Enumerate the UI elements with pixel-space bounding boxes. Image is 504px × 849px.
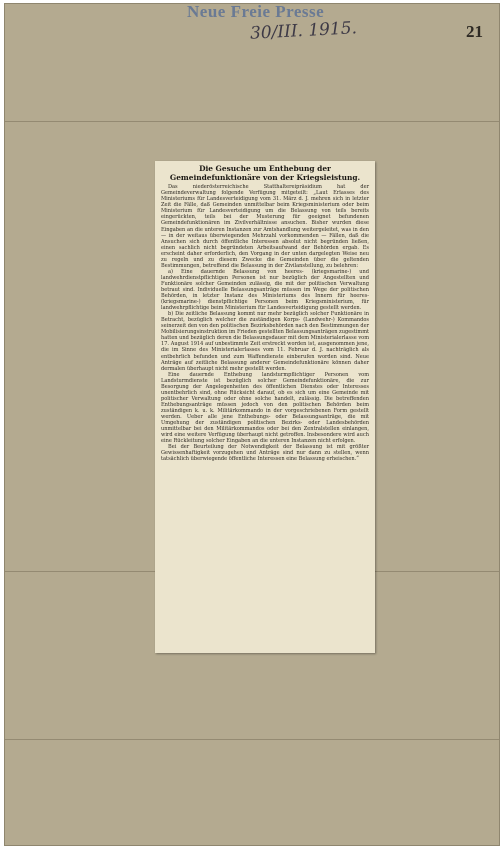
archive-sheet <box>4 3 500 846</box>
fold-line <box>5 121 499 122</box>
article-paragraph: b) Die zeitliche Belassung kommt nur mehr bezüglich solcher Funktionäre in Betracht, bezüglich welcher die zuständigen Korps- (Landwehr-) Kommandos seinerzeit den von den politischen Bezirksbehörden nach den Bestimmungen der Mobilisierungsinstruktion im Frieden gestellten Belassungsanträgen zugestimmt hatten und bezüglich deren die Belassungsdauer mit dem Ministerialerlasse vom 17. August 1914 auf unbestimmte Zeit erstreckt worden ist, ausgenommen jene, die im Sinne des Ministerialerlasses vom 11. Februar d. J. nachträglich als entbehrlich befunden und zum Waffendienste einberufen worden sind. Neue Anträge auf zeitliche Belassung anderer Gemeindefunktionäre können daher dermalen überhaupt nicht mehr gestellt werden. <box>161 311 370 372</box>
page-number: 21 <box>466 22 483 41</box>
article-headline: Die Gesuche um Enthebung der Gemeindefunktionäre von der Kriegsleistung. <box>169 164 361 182</box>
article-paragraph: Das niederösterreichische Statthaltereipräsidium hat der Gemeindeverwaltung folgende Verfügung mitgeteilt: „Laut Erlasses des Ministeriums für Landesverteidigung vom 31. März d. J. mehren sich in letzter Zeit die Fälle, daß Gemeinden unmittelbar beim Kriegsministerium oder beim Ministerium für Landesverteidigung um die Belassung von teils bereits eingerückten, teils bei der Musterung für geeignet befundenen Gemeindefunktionären im Zivilverhältnisse ansuchen. Bisher wurden diese Eingaben an die unteren Instanzen zur Amtshandlung weitergeleitet, was in den — in der weitaus überwiegenden Mehrzahl vorkommenden — Fällen, daß die Ansuchen sich durch öffentliche Interessen absolut nicht begründen ließen, einen sachlich nicht begründeten Arbeitsaufwand der Behörden ergab. Es erscheint daher erforderlich, den Vorgang in der unten dargelegten Weise neu zu regeln und zu diesem Zwecke die Gemeinden über die geltenden Bestimmungen, betreffend die Belassung in der Zivilanstellung, zu belehren: <box>161 184 369 269</box>
article-paragraph: a) Eine dauernde Belassung von heeres- (kriegsmarine-) und landwehrdienstpflichtigen Personen ist nur bezüglich der Angestellten und Funktionäre solcher Gemeinden zulässig, die mit der politischen Verwaltung betraut sind. Individuelle Belassungsanträge müssen im Wege der politischen Behörden, in letzter Instanz des Ministeriums des Innern für heeres- (kriegsmarine-) dienstpflichtige Personen beim Kriegsministerium, für landwehrpflichtige beim Ministerium für Landesverteidigung gestellt werden. <box>161 268 369 312</box>
newspaper-stamp: Neue Freie Presse <box>187 2 325 21</box>
newspaper-clipping <box>155 161 375 653</box>
fold-line <box>5 739 499 740</box>
article-paragraph: Eine dauernde Enthebung landsturmpflichtiger Personen vom Landsturmdienste ist bezüglich solcher Gemeindefunktionäre, die zur Besorgung der Angelegenheiten des öffentlichen Dienstes oder Interesses unentbehrlich sind, ohne Rücksicht darauf, ob es sich um eine Gemeinde mit politischer Verwaltung oder ohne solche handelt, zulässig. Die betreffenden Enthebungsanträge müssen jedoch von den politischen Behörden beim zuständigen k. u. k. Militärkommando in der vorgeschriebenen Form gestellt werden. Ueber alle jene Enthebungs- oder Belassungsanträge, die mit Umgehung der zuständigen politischen Bezirks- oder Landesbehörden unmittelbar bei den Militärkommandos oder bei den Zentralstellen einlangen, wird eine weitere Verfügung überhaupt nicht getroffen. Insbesondere wird auch eine Rückleitung solcher Eingaben an die unteren Instanzen nicht erfolgen. <box>161 371 369 445</box>
article-paragraph: Bei der Beurteilung der Notwendigkeit der Belassung ist mit größter Gewissenhaftigkeit vorzugehen und Anträge sind nur dann zu stellen, wenn tatsächlich überwiegende öffentliche Interessen eine Belassung erheischen.“ <box>161 444 369 463</box>
handwritten-date: 30/III. 1915. <box>249 18 358 44</box>
article-body <box>161 184 369 462</box>
